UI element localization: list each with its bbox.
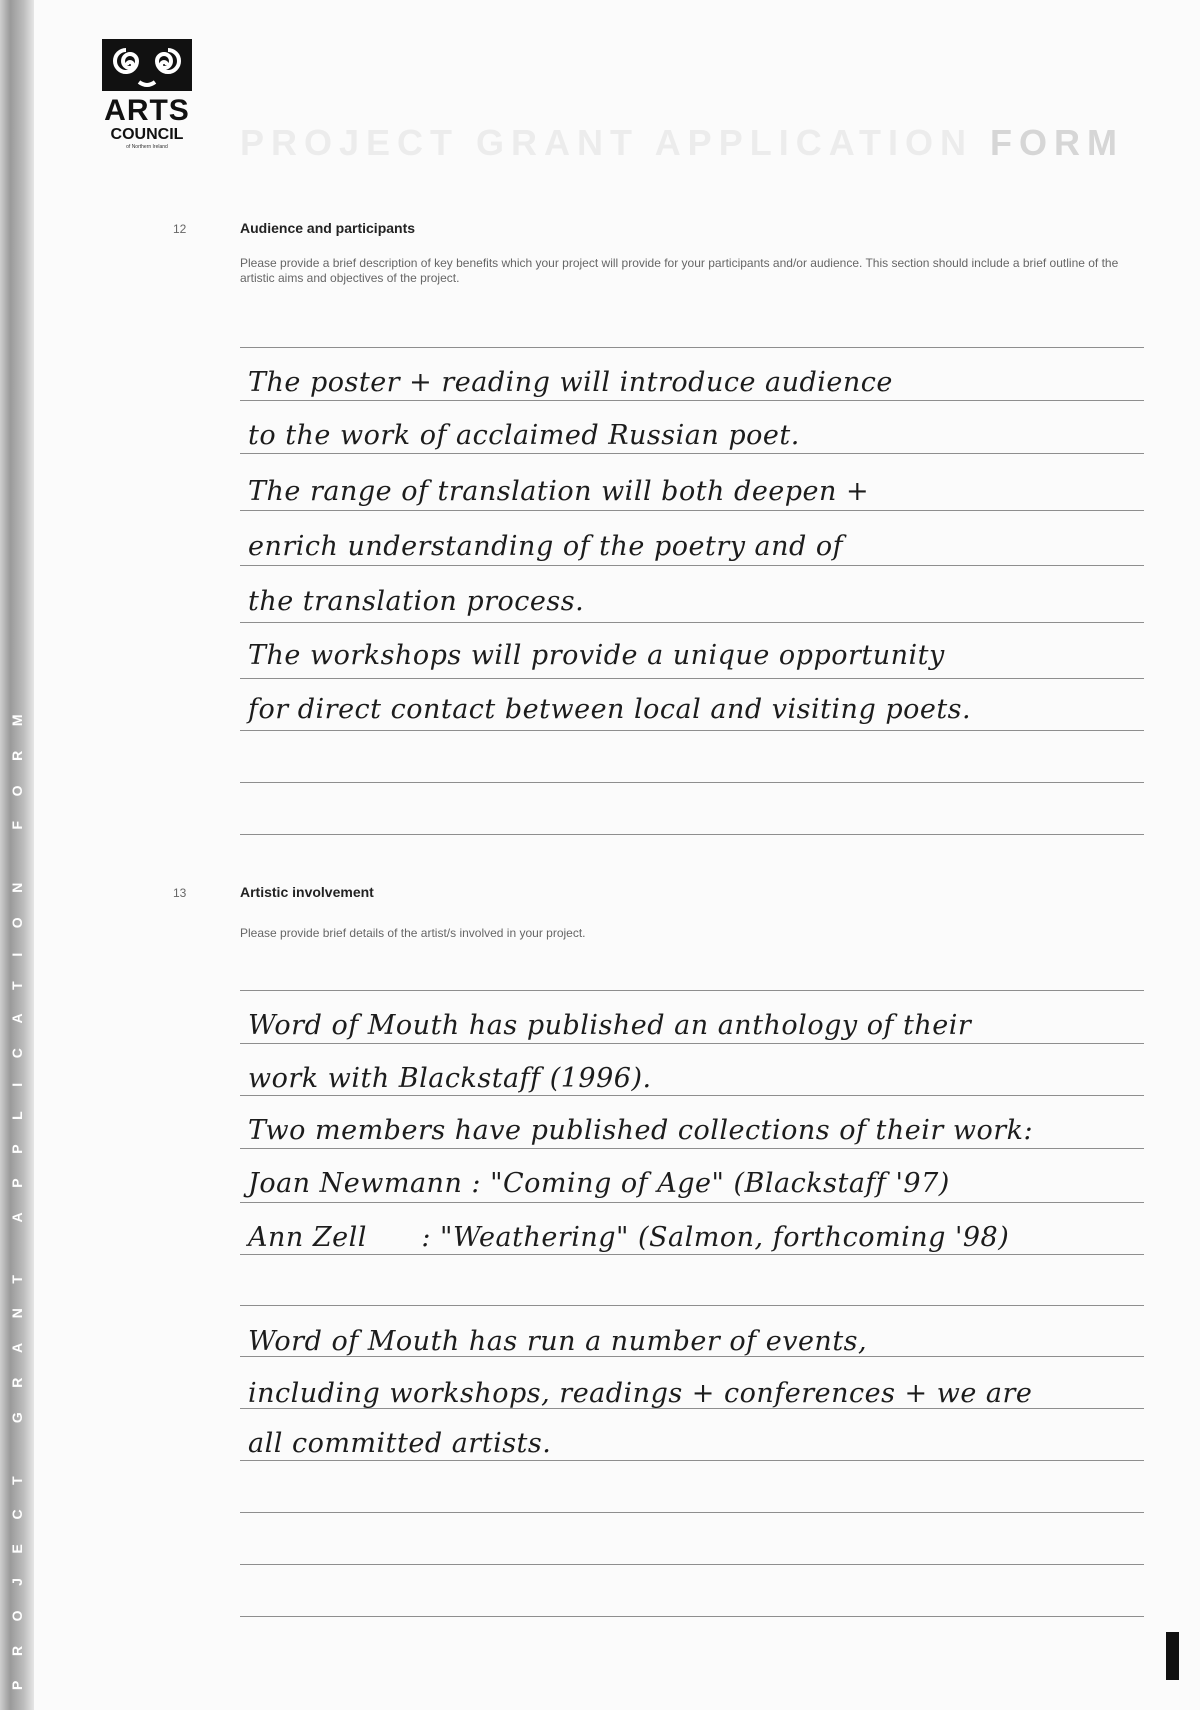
- handwritten-line: The poster + reading will introduce audience: [248, 367, 893, 398]
- handwritten-line: Word of Mouth has run a number of events,: [248, 1326, 868, 1357]
- answer-line: [240, 730, 1144, 731]
- handwritten-line: The range of translation will both deepen +: [248, 476, 870, 507]
- handwritten-line: Two members have published collections of their work:: [248, 1115, 1034, 1146]
- form-title-dark: FORM: [990, 122, 1125, 163]
- section-13-description: Please provide brief details of the artist/s involved in your project.: [240, 926, 586, 940]
- handwritten-line: Joan Newmann : "Coming of Age" (Blackstaff '97): [248, 1168, 950, 1199]
- answer-line: [240, 782, 1144, 783]
- form-title-light: PROJECT GRANT APPLICATION: [240, 122, 974, 163]
- section-13-title: Artistic involvement: [240, 884, 374, 900]
- side-band: [0, 0, 34, 1710]
- side-band-text: PROJECT GRANT APPLICATION FORM: [9, 689, 25, 1690]
- answer-line: [240, 1202, 1144, 1203]
- handwritten-line: to the work of acclaimed Russian poet.: [248, 420, 800, 451]
- handwritten-line: Word of Mouth has published an anthology of their: [248, 1010, 972, 1041]
- section-13-number: 13: [173, 886, 187, 900]
- answer-line: [240, 1148, 1144, 1149]
- answer-line: [240, 1043, 1144, 1044]
- section-12-title: Audience and participants: [240, 220, 416, 236]
- spiral-emblem-icon: [101, 38, 193, 92]
- handwritten-line: for direct contact between local and visiting poets.: [248, 694, 972, 725]
- handwritten-line: work with Blackstaff (1996).: [248, 1063, 652, 1094]
- binding-clip-mark: [1166, 1632, 1179, 1680]
- handwritten-line: The workshops will provide a unique opportunity: [248, 640, 945, 671]
- answer-line: [240, 1460, 1144, 1461]
- answer-line: [240, 1616, 1144, 1617]
- answer-line: [240, 1305, 1144, 1306]
- answer-line: [240, 565, 1144, 566]
- answer-line: [240, 622, 1144, 623]
- answer-line: [240, 1095, 1144, 1096]
- answer-line: [240, 990, 1144, 991]
- answer-line: [240, 834, 1144, 835]
- arts-council-logo: [92, 38, 202, 151]
- answer-line: [240, 1512, 1144, 1513]
- answer-line: [240, 1254, 1144, 1255]
- section-12-number: 12: [173, 222, 187, 236]
- answer-line: [240, 453, 1144, 454]
- answer-line: [240, 510, 1144, 511]
- answer-line: [240, 347, 1144, 348]
- answer-line: [240, 1564, 1144, 1565]
- logo-subtitle: of Northern Ireland: [126, 144, 168, 150]
- handwritten-line: enrich understanding of the poetry and of: [248, 531, 844, 562]
- form-title: [240, 122, 1124, 164]
- logo-council: COUNCIL: [110, 126, 184, 143]
- handwritten-line: Ann Zell : "Weathering" (Salmon, forthcoming '98): [248, 1222, 1010, 1253]
- logo-arts: ARTS: [104, 94, 190, 127]
- handwritten-line: all committed artists.: [248, 1428, 552, 1459]
- answer-line: [240, 678, 1144, 679]
- section-12-description: Please provide a brief description of key benefits which your project will provide for your participants and/or audience. This section should include a brief outline of the artistic aims and objectives of the project.: [240, 256, 1119, 285]
- answer-line: [240, 400, 1144, 401]
- handwritten-line: including workshops, readings + conferences + we are: [248, 1378, 1033, 1409]
- handwritten-line: the translation process.: [248, 586, 585, 617]
